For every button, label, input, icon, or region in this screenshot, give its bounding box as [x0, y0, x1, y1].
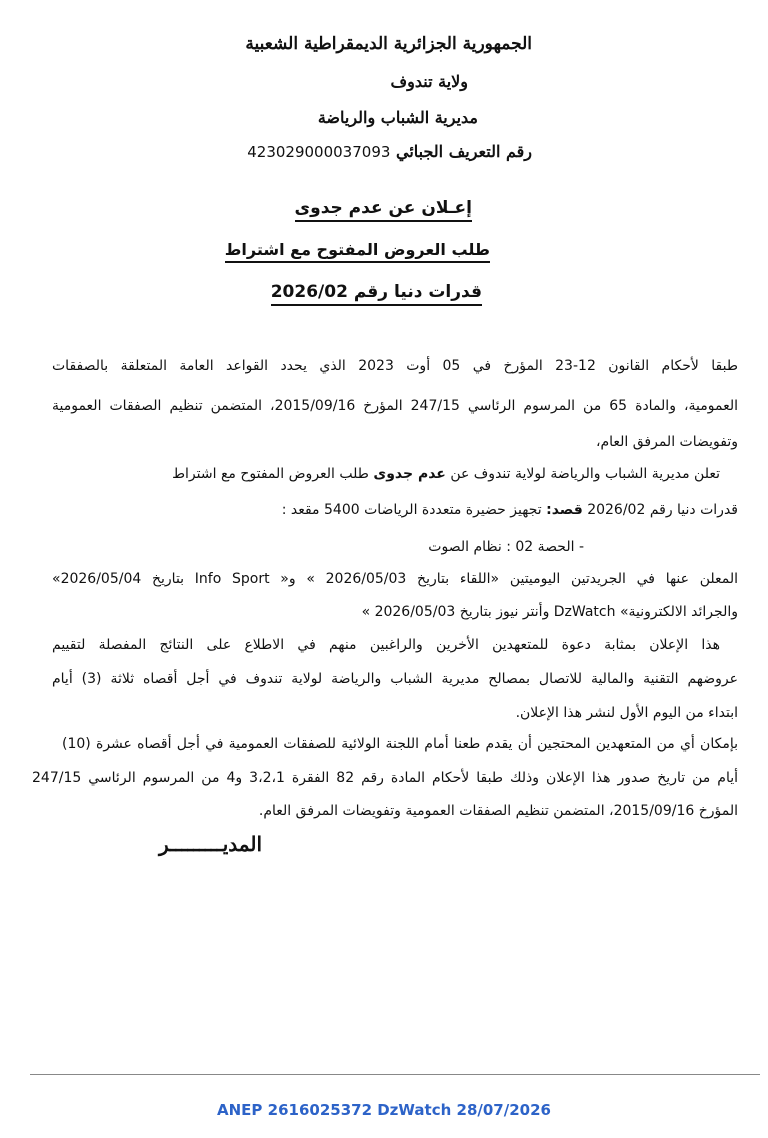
p2-line2-b: تجهيز حضيرة متعددة الرياضات 5400 مقعد : — [281, 502, 542, 518]
title-announcement: إعـلان عن عدم جدوى — [295, 198, 472, 222]
p3-line2: والجرائد الالكترونية» DzWatch وأنتر نيوز بتاريخ 2026/05/03 » — [361, 604, 738, 620]
director-signature: المديـــــــــر — [158, 832, 262, 856]
p1-line1: طبقا لأحكام القانون 12-23 المؤرخ في 05 أوت 2023 الذي يحدد القواعد العامة المتعلقة بالصفقات — [52, 358, 738, 374]
footer-reference: ANEP 2616025372 DzWatch 28/07/2026 — [217, 1101, 551, 1119]
header-directorate: مديرية الشباب والرياضة — [317, 108, 478, 127]
tax-id-number: 423029000037093 — [247, 143, 391, 161]
title-tender-type: طلب العروض المفتوح مع اشتراط — [225, 240, 490, 263]
p1-line2: العمومية، والمادة 65 من المرسوم الرئاسي 247/15 المؤرخ 2015/09/16، المتضمن تنظيم الصفقات العمومية — [52, 398, 738, 414]
p4-line1: هذا الإعلان بمثابة دعوة للمتعهدين الأخرين والراغبين منهم في الاطلاع على النتائج المفصلة لتقييم — [52, 637, 720, 653]
p2-line1-b: طلب العروض المفتوح مع اشتراط — [172, 466, 369, 482]
p4-line3: ابتداء من اليوم الأول لنشر هذا الإعلان. — [515, 705, 738, 721]
p5-line2: أيام من تاريخ صدور هذا الإعلان وذلك طبقا لأحكام المادة رقم 82 الفقرة 3،2،1 و4 من المرسوم الرئاسي 247/15 — [32, 770, 738, 786]
title-tender-number: قدرات دنيا رقم 2026/02 — [271, 282, 482, 306]
p4-line2: عروضهم التقنية والمالية للاتصال بمصالح مديرية الشباب والرياضة لولاية تندوف في أجل أقصاه ثلاثة (3) أيام — [52, 671, 738, 687]
header-republic: الجمهورية الجزائرية الديمقراطية الشعبية — [245, 34, 532, 54]
p2-line2-a: قدرات دنيا رقم 2026/02 — [587, 502, 738, 518]
p2-line1-bold: عدم جدوى — [373, 466, 446, 482]
p2-line2-bold: قصد: — [546, 502, 583, 518]
p1-line3: وتفويضات المرفق العام، — [595, 434, 738, 450]
tax-id-label: رقم التعريف الجبائي — [395, 142, 532, 161]
p5-line1: بإمكان أي من المتعهدين المحتجين أن يقدم طعنا أمام اللجنة الولائية للصفقات العمومية في أجل أقصاه عشرة (10) — [62, 736, 738, 752]
header-tax-id — [247, 142, 532, 161]
p2-line1 — [172, 462, 720, 486]
footer-divider — [30, 1074, 760, 1075]
p2-line2 — [282, 498, 738, 522]
lot-bullet: - الحصة 02 : نظام الصوت — [428, 539, 584, 555]
p2-line1-a: تعلن مديرية الشباب والرياضة لولاية تندوف عن — [450, 466, 720, 482]
p5-line3: المؤرخ 2015/09/16، المتضمن تنظيم الصفقات العمومية وتفويضات المرفق العام. — [258, 803, 738, 819]
p3-line1: المعلن عنها في الجريدتين اليوميتين «اللقاء بتاريخ 2026/05/03 » و« Info Sport بتاريخ 2026/05/04» — [52, 571, 739, 587]
header-wilaya: ولاية تندوف — [390, 72, 468, 91]
